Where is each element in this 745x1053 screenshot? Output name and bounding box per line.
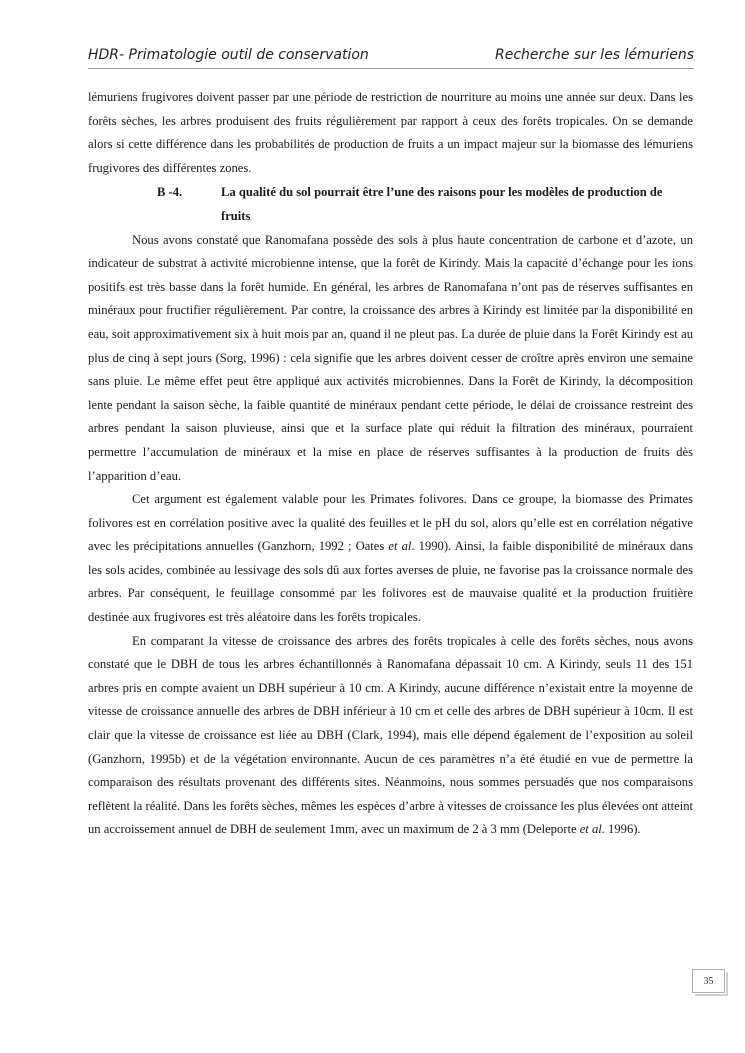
section-number: B -4.	[157, 185, 183, 200]
header-right-title: Recherche sur les lémuriens	[495, 47, 694, 63]
paragraph-3-et-al: et al	[388, 539, 412, 554]
page-number: 35	[692, 969, 725, 993]
paragraph-1: lémuriens frugivores doivent passer par une période de restriction de nourriture au moins une année sur deux. Dans les forêts sèches, les arbres produisent des fruits régulièrement par rapport à ceux des forêts tropicales. On se demande alors si cette différence dans les probabilités de production de fruits a un impact majeur sur la biomasse des lémuriens frugivores des différentes zones.	[88, 90, 693, 175]
paragraph-4-text-b: 1996).	[604, 822, 641, 837]
document-body	[88, 86, 693, 842]
paragraph-4-et-al: et al.	[579, 822, 605, 837]
paragraph-3-text-a: Cet argument est également valable pour les Primates folivores. Dans ce groupe, la biomasse des Primates folivores est en corrélation positive avec la qualité des feuilles et le pH du sol, alors qu’elle est en corrélation négative avec les précipitations annuelles (Ganzhorn, 1992 ; Oates	[88, 492, 693, 554]
section-title: La qualité du sol pourrait être l’une des raisons pour les modèles de production de fruits	[221, 185, 663, 223]
paragraph-2: Nous avons constaté que Ranomafana possède des sols à plus haute concentration de carbone et d’azote, un indicateur de substrat à activité microbienne intense, que la forêt de Kirindy. Mais la capacité d’échange pour les ions positifs est très basse dans la forêt humide. En général, les arbres de Ranomafana n’ont pas de réserves suffisantes en minéraux pour fructifier régulièrement. Par contre, la croissance des arbres à Kirindy est limitée par la disponibilité en eau, soit approximativement six à huit mois par an, quand il ne pleut pas. La durée de pluie dans la Forêt Kirindy est au plus de cinq à sept jours (Sorg, 1996) : cela signifie que les arbres doivent cesser de croître après environ une semaine sans pluie. Le même effet peut être appliqué aux activités microbiennes. Dans la Forêt de Kirindy, la décomposition lente pendant la saison sèche, la faible quantité de minéraux pendant cette période, le délai de croissance restreint des arbres pendant la saison pluvieuse, ainsi que et la surface plate qui réduit la filtration des minéraux, pourraient permettre l’accumulation de minéraux et la mise en place de réserves suffisantes à la production de fruits dès l’apparition d’eau.	[88, 232, 693, 483]
paragraph-3-text-b: . 1990). Ainsi, la faible disponibilité de minéraux dans les sols acides, combinée au lessivage des sols dû aux fortes averses de pluie, ne favorise pas la croissance normale des arbres. Par conséquent, le feuillage consommé par les folivores est de mauvaise qualité et la production fruitière destinée aux frugivores est très aléatoire dans les forêts tropicales.	[88, 539, 693, 625]
section-heading	[88, 181, 693, 228]
header-left-title: HDR- Primatologie outil de conservation	[88, 47, 369, 63]
running-header	[88, 44, 694, 69]
paragraph-4-text-a: En comparant la vitesse de croissance des arbres des forêts tropicales à celle des forêts sèches, nous avons constaté que le DBH de tous les arbres échantillonnés à Ranomafana dépassait 10 cm. A Kirindy, seuls 11 des 151 arbres pris en compte avaient un DBH supérieur à 10 cm. A Kirindy, aucune différence n’existait entre la moyenne de vitesse de croissance annuelle des arbres de DBH inférieur à 10 cm et celle des arbres de DBH supérieur à 10cm. Il est clair que la vitesse de croissance est liée au DBH (Clark, 1994), mais elle dépend également de l’exposition au soleil (Ganzhorn, 1995b) et de la végétation environnante. Aucun de ces paramètres n’a été étudié en vue de permettre la comparaison des résultats provenant des différents sites. Néanmoins, nous sommes persuadés que nos comparaisons reflètent la réalité. Dans les forêts sèches, mêmes les espèces d’arbre à vitesses de croissance les plus élevées ont atteint un accroissement annuel de DBH de seulement 1mm, avec un maximum de 2 à 3 mm (Deleporte	[88, 633, 693, 837]
paragraph-3	[88, 488, 693, 630]
paragraph-4	[88, 630, 693, 842]
